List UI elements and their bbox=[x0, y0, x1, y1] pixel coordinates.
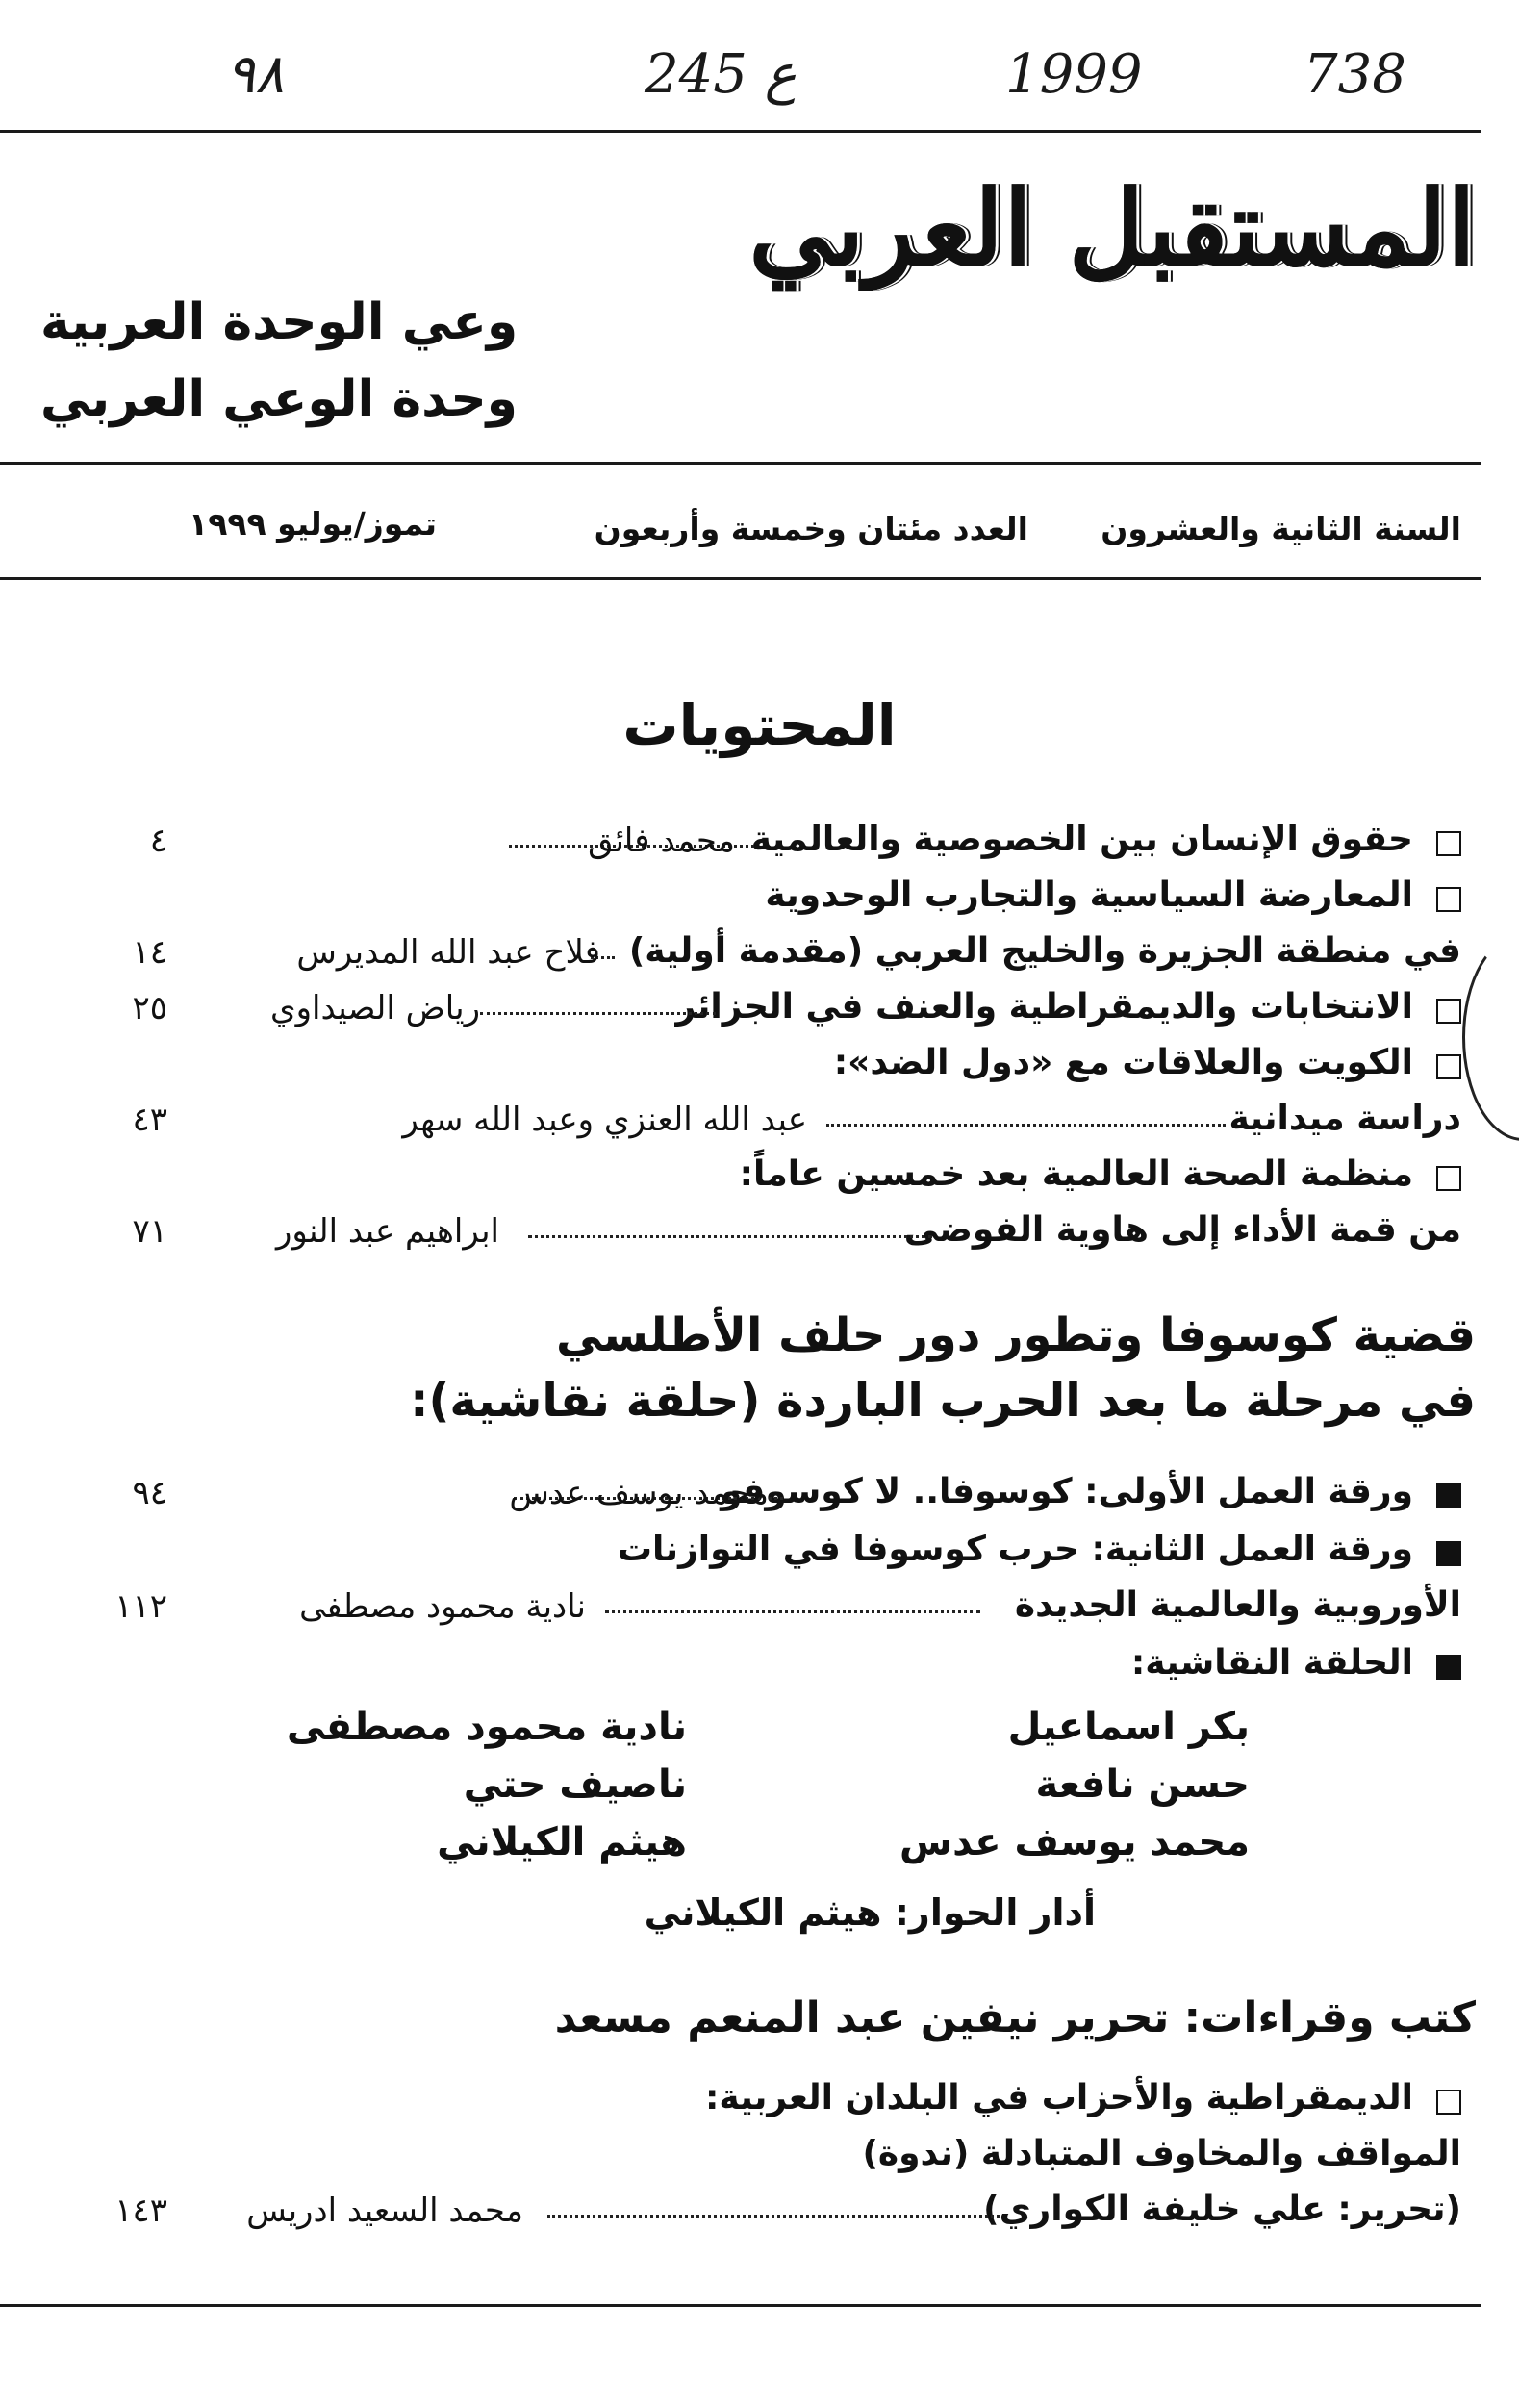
toc-page: ٧١ bbox=[132, 1212, 167, 1251]
kosovo-paper-2 bbox=[57, 1530, 1461, 1582]
kosovo-heading-line-1: قضية كوسوفا وتطور دور حلف الأطلسي bbox=[556, 1308, 1476, 1362]
paper-continuation: الأوروبية والعالمية الجديدة bbox=[1014, 1585, 1461, 1625]
toc-author: عبد الله العنزي وعبد الله سهر bbox=[402, 1101, 807, 1139]
leader-dots bbox=[826, 1124, 1226, 1127]
issue-rule-top bbox=[0, 462, 1481, 465]
decorative-arc bbox=[1462, 933, 1519, 1141]
toc-page: ٤ bbox=[149, 822, 167, 860]
checkbox-icon bbox=[1436, 831, 1461, 856]
issue-year: السنة الثانية والعشرون bbox=[1101, 510, 1461, 547]
leader-dots bbox=[528, 1235, 932, 1238]
moderator: أدار الحوار: هيثم الكيلاني bbox=[644, 1891, 1096, 1934]
participant: حسن نافعة bbox=[1035, 1762, 1250, 1807]
paper-author: نادية محمود مصطفى bbox=[299, 1587, 586, 1626]
checkbox-icon bbox=[1436, 887, 1461, 912]
handwritten-number-98: ٩٨ bbox=[226, 43, 285, 106]
leader-dots bbox=[605, 1610, 980, 1613]
slogan-line-2: وحدة الوعي العربي bbox=[40, 370, 519, 428]
participant: نادية محمود مصطفى bbox=[286, 1705, 687, 1749]
toc-item-continuation bbox=[57, 1210, 1461, 1262]
toc-title: المعارضة السياسية والتجارب الوحدوية bbox=[765, 875, 1413, 915]
journal-slogan bbox=[40, 284, 518, 438]
journal-logo: المستقبل العربي bbox=[748, 168, 1476, 290]
kosovo-paper-1 bbox=[57, 1472, 1461, 1524]
leader-dots bbox=[480, 1012, 716, 1015]
discussion-label: الحلقة النقاشية: bbox=[1130, 1643, 1413, 1683]
paper-author: محمد يوسف عدس bbox=[509, 1474, 769, 1512]
kosovo-heading-line-2: في مرحلة ما بعد الحرب الباردة (حلقة نقاشية): bbox=[410, 1374, 1476, 1428]
toc-author: محمد فائق bbox=[588, 822, 735, 860]
toc-title: منظمة الصحة العالمية بعد خمسين عاماً: bbox=[739, 1154, 1413, 1194]
toc-author: فلاح عبد الله المديرس bbox=[296, 933, 600, 972]
toc-item bbox=[57, 987, 1461, 1039]
participant: محمد يوسف عدس bbox=[899, 1820, 1250, 1864]
square-bullet-icon bbox=[1436, 1541, 1461, 1566]
issue-number: العدد مئتان وخمسة وأربعون bbox=[594, 510, 1028, 547]
checkbox-icon bbox=[1436, 1054, 1461, 1079]
square-bullet-icon bbox=[1436, 1483, 1461, 1508]
handwritten-year: 1999 bbox=[1005, 43, 1143, 106]
paper-page: ٩٤ bbox=[132, 1474, 167, 1512]
toc-author: رياض الصيداوي bbox=[269, 989, 480, 1027]
book-author: محمد السعيد ادريس bbox=[246, 2192, 523, 2230]
book-item-continuation bbox=[57, 2134, 1461, 2186]
book-item bbox=[57, 2078, 1461, 2130]
issue-rule-bottom bbox=[0, 577, 1481, 580]
toc-item bbox=[57, 1154, 1461, 1206]
contents-heading: المحتويات bbox=[622, 693, 897, 758]
book-item-editor bbox=[57, 2190, 1461, 2242]
books-heading: كتب وقراءات: تحرير نيفين عبد المنعم مسعد bbox=[554, 1993, 1476, 2042]
toc-continuation: في منطقة الجزيرة والخليج العربي (مقدمة أولية) bbox=[628, 931, 1461, 971]
book-title-line-3: (تحرير: علي خليفة الكواري) bbox=[983, 2190, 1461, 2229]
slogan-line-1: وعي الوحدة العربية bbox=[40, 293, 519, 351]
discussion-label-row bbox=[57, 1643, 1461, 1695]
toc-item bbox=[57, 875, 1461, 927]
handwritten-catalog-code: 245 ع bbox=[645, 43, 797, 106]
toc-item-continuation bbox=[57, 931, 1461, 983]
participant: هيثم الكيلاني bbox=[437, 1820, 687, 1864]
checkbox-icon bbox=[1436, 1166, 1461, 1191]
toc-continuation: من قمة الأداء إلى هاوية الفوضى bbox=[903, 1210, 1461, 1250]
toc-page: ٢٥ bbox=[132, 989, 167, 1027]
paper-title: ورقة العمل الأولى: كوسوفا.. لا كوسوفو bbox=[721, 1472, 1413, 1511]
participant: بكر اسماعيل bbox=[1007, 1705, 1250, 1749]
book-title-line-2: المواقف والمخاوف المتبادلة (ندوة) bbox=[862, 2134, 1461, 2173]
toc-title: الانتخابات والديمقراطية والعنف في الجزائر bbox=[675, 987, 1413, 1027]
paper-title: ورقة العمل الثانية: حرب كوسوفا في التوازنات bbox=[617, 1530, 1413, 1569]
toc-author: ابراهيم عبد النور bbox=[276, 1212, 499, 1251]
issue-date: تموز/يوليو ١٩٩٩ bbox=[189, 505, 437, 543]
paper-page: ١١٢ bbox=[114, 1587, 167, 1626]
handwritten-page-number: 738 bbox=[1304, 43, 1406, 106]
kosovo-paper-2-continuation bbox=[57, 1585, 1461, 1637]
book-title-line-1: الديمقراطية والأحزاب في البلدان العربية: bbox=[704, 2078, 1413, 2117]
toc-item bbox=[57, 1043, 1461, 1095]
bottom-rule bbox=[0, 2304, 1481, 2307]
leader-dots bbox=[547, 2215, 1000, 2218]
toc-item bbox=[57, 820, 1461, 872]
checkbox-icon bbox=[1436, 999, 1461, 1024]
book-page: ١٤٣ bbox=[114, 2192, 167, 2230]
toc-title: حقوق الإنسان بين الخصوصية والعالمية bbox=[750, 820, 1413, 859]
toc-item-continuation bbox=[57, 1099, 1461, 1151]
top-rule bbox=[0, 130, 1481, 133]
participant: ناصيف حتي bbox=[463, 1762, 687, 1807]
checkbox-icon bbox=[1436, 2090, 1461, 2115]
square-bullet-icon bbox=[1436, 1655, 1461, 1680]
toc-page: ١٤ bbox=[132, 933, 167, 972]
toc-title: الكويت والعلاقات مع «دول الضد»: bbox=[833, 1043, 1413, 1082]
toc-page: ٤٣ bbox=[132, 1101, 167, 1139]
toc-continuation: دراسة ميدانية bbox=[1228, 1099, 1461, 1138]
